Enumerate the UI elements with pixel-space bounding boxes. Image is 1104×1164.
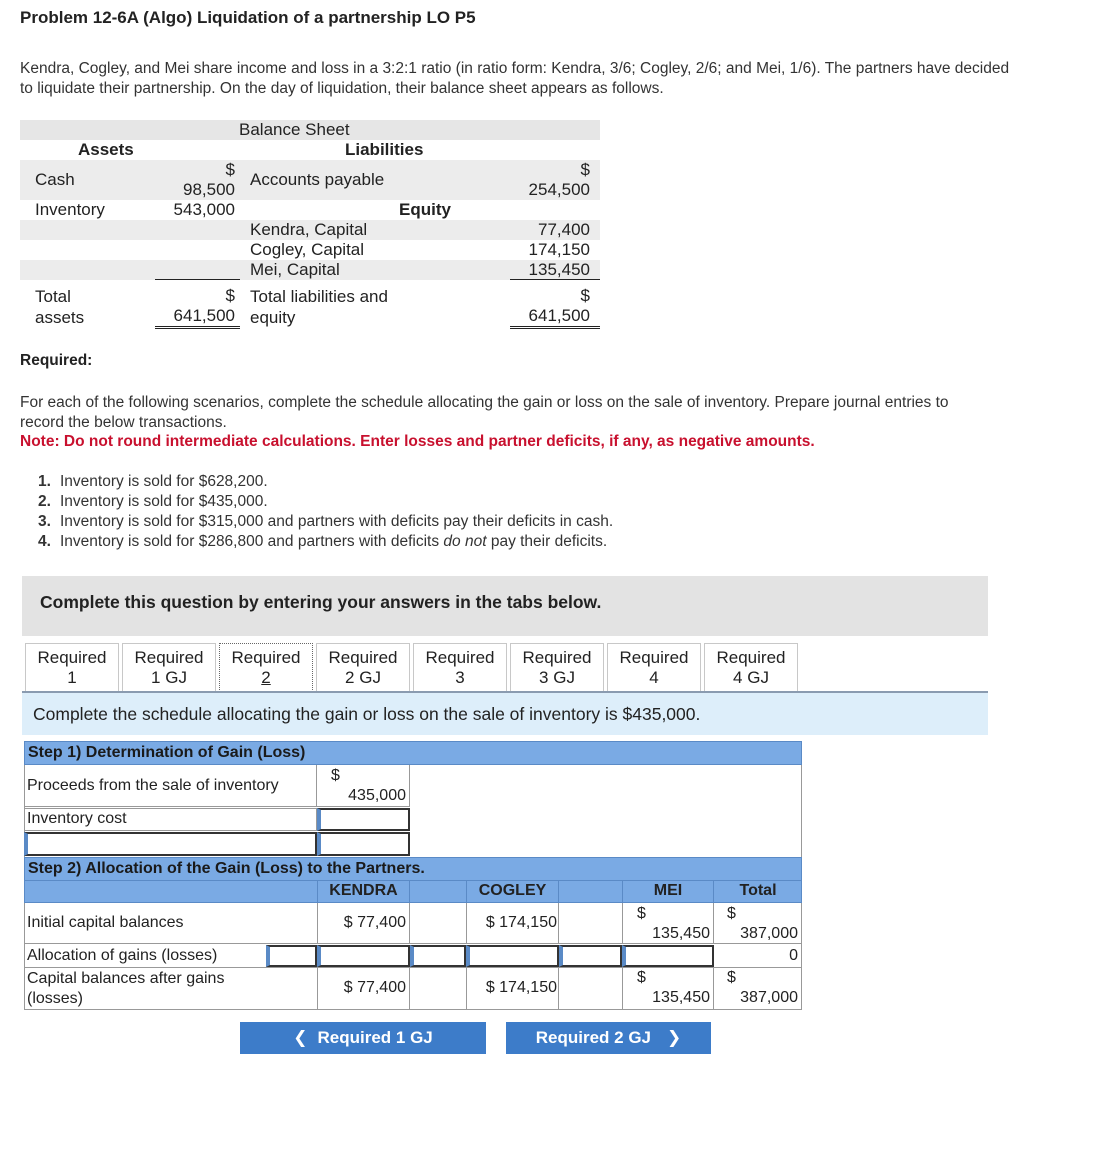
list-item: 2. Inventory is sold for $435,000. [38, 493, 268, 510]
allocation-cogley-input[interactable] [466, 945, 559, 967]
problem-intro: Kendra, Cogley, and Mei share income and loss in a 3:2:1 ratio (in ratio form: Kendra, 3/6; Cogley, 2/6; and Mei, 1/6). The partners have decided to liquidate their partnership. On the day of liquidation, their balance sheet appears as follows. [20, 60, 1010, 97]
inventory-cost-label: Inventory cost [27, 810, 127, 827]
initial-mei: 135,450 [652, 925, 710, 942]
list-item: 3. Inventory is sold for $315,000 and partners with deficits pay their deficits in cash. [38, 513, 614, 530]
tab-required-1-gj[interactable]: Required 1 GJ [122, 643, 216, 692]
assets-header: Assets [78, 140, 134, 159]
cogley-capital-value: 174,150 [528, 240, 590, 259]
liabilities-header: Liabilities [345, 140, 424, 159]
kendra-capital-label: Kendra, Capital [250, 220, 368, 239]
cash-label: Cash [35, 170, 75, 189]
total-liabilities-equity-value: 641,500 [528, 306, 590, 325]
instruction-text: Complete the schedule allocating the gain or loss on the sale of inventory is $435,000. [33, 704, 701, 724]
allocation-ratio-cogley-input[interactable] [410, 945, 466, 967]
step2-header: Step 2) Allocation of the Gain (Loss) to the Partners. [24, 857, 802, 881]
allocation-mei-input[interactable] [622, 945, 714, 967]
proceeds-label: Proceeds from the sale of inventory [27, 777, 279, 794]
next-required-button[interactable] [506, 1022, 711, 1054]
cogley-capital-label: Cogley, Capital [250, 240, 365, 259]
inventory-label: Inventory [35, 200, 105, 219]
initial-total-dollar: $ [727, 905, 736, 922]
capital-after-label-2: (losses) [27, 990, 84, 1007]
chevron-right-icon: ❯ [667, 1028, 682, 1047]
required-text: For each of the following scenarios, complete the schedule allocating the gain or loss on the sale of inventory. Prepare journal entries to record the below transactions. [20, 394, 949, 431]
required-label: Required: [20, 352, 93, 369]
after-mei: 135,450 [652, 989, 710, 1006]
tab-required-2[interactable]: Required 2 [219, 643, 313, 692]
chevron-left-icon: ❮ [293, 1028, 308, 1047]
after-kendra: $ 77,400 [343, 979, 406, 996]
total-liabilities-equity-label: Total liabilities and [250, 287, 388, 306]
cash-value: 98,500 [183, 180, 235, 199]
prev-required-label: Required 1 GJ [317, 1028, 433, 1047]
accounts-payable-dollar: $ [580, 160, 590, 179]
complete-prompt: Complete this question by entering your answers in the tabs below. [40, 592, 602, 612]
total-assets-label-2: assets [35, 308, 85, 327]
tab-required-1[interactable]: Required 1 [25, 643, 119, 692]
tab-required-4-gj[interactable]: Required 4 GJ [704, 643, 798, 692]
problem-title: Problem 12-6A (Algo) Liquidation of a partnership LO P5 [20, 8, 476, 27]
required-note: Note: Do not round intermediate calculations. Enter losses and partner deficits, if any, as negative amounts. [20, 433, 815, 450]
total-assets-label: Total [35, 287, 71, 306]
inventory-value: 543,000 [173, 200, 235, 219]
allocation-total: 0 [789, 947, 798, 964]
proceeds-dollar: $ [331, 767, 340, 784]
tab-required-3[interactable]: Required 3 [413, 643, 507, 692]
gain-loss-amount-input[interactable] [317, 832, 410, 856]
after-mei-dollar: $ [637, 969, 646, 986]
col-cogley: COGLEY [466, 880, 559, 903]
next-required-label: Required 2 GJ [535, 1028, 651, 1047]
col-kendra: KENDRA [317, 880, 410, 903]
step1-header: Step 1) Determination of Gain (Loss) [24, 741, 802, 765]
col-mei: MEI [622, 880, 714, 903]
total-liabilities-equity-dollar: $ [580, 286, 590, 305]
allocation-kendra-input[interactable] [317, 945, 410, 967]
tab-required-2-gj[interactable]: Required 2 GJ [316, 643, 410, 692]
accounts-payable-value: 254,500 [528, 180, 590, 199]
capital-after-label: Capital balances after gains [27, 970, 225, 987]
scenario-list [38, 472, 613, 552]
total-liabilities-equity-label-2: equity [250, 308, 296, 327]
mei-capital-label: Mei, Capital [250, 260, 340, 279]
tab-required-3-gj[interactable]: Required 3 GJ [510, 643, 604, 692]
list-item: 4. Inventory is sold for $286,800 and partners with deficits do not pay their deficits. [38, 533, 608, 550]
accounts-payable-label: Accounts payable [250, 170, 385, 189]
after-total-dollar: $ [727, 969, 736, 986]
allocation-ratio-kendra-input[interactable] [266, 945, 317, 967]
list-item: 1. Inventory is sold for $628,200. [38, 473, 268, 490]
proceeds-value: 435,000 [348, 787, 406, 804]
col-total: Total [739, 882, 777, 899]
total-assets-dollar: $ [225, 286, 235, 305]
initial-capital-label: Initial capital balances [27, 914, 184, 931]
after-total: 387,000 [740, 989, 798, 1006]
mei-capital-value: 135,450 [528, 260, 590, 279]
initial-kendra: $ 77,400 [343, 914, 406, 931]
total-assets-value: 641,500 [173, 306, 235, 325]
cash-dollar: $ [225, 160, 235, 179]
balance-sheet-title: Balance Sheet [239, 120, 350, 139]
inventory-cost-input[interactable] [317, 808, 410, 831]
initial-mei-dollar: $ [637, 905, 646, 922]
equity-header: Equity [399, 200, 451, 219]
prev-required-button[interactable] [240, 1022, 486, 1054]
initial-total: 387,000 [740, 925, 798, 942]
allocation-ratio-mei-input[interactable] [559, 945, 622, 967]
allocation-label: Allocation of gains (losses) [27, 947, 218, 964]
kendra-capital-value: 77,400 [538, 220, 590, 239]
tab-required-4[interactable]: Required 4 [607, 643, 701, 692]
initial-cogley: $ 174,150 [485, 914, 557, 931]
after-cogley: $ 174,150 [485, 979, 557, 996]
gain-loss-label-input[interactable] [24, 832, 317, 856]
